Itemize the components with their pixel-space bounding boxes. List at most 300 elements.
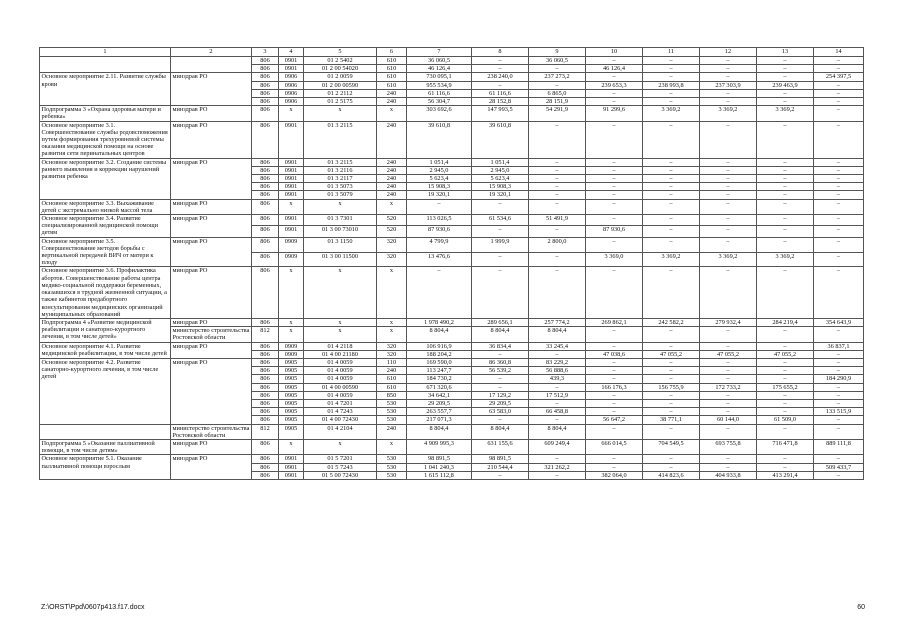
value-cell: х xyxy=(377,106,407,121)
program-name-cell: Основное мероприятие 3.6. Профилактика абортов. Совершенствование работы центра медико-социальной поддержки беременных, оказавшихся в трудной жизненной ситуации, а также кабинетов предабортного консультирования медицинских организаций муниципальных образований xyxy=(40,267,171,318)
value-cell: – xyxy=(472,375,529,383)
value-cell: – xyxy=(643,463,700,471)
value-cell: 01 2 5402 xyxy=(304,57,377,65)
value-cell: – xyxy=(529,226,586,237)
value-cell: 01 4 0059 xyxy=(304,375,377,383)
value-cell: – xyxy=(700,65,757,73)
value-cell: – xyxy=(586,121,643,158)
value-cell: – xyxy=(472,81,529,89)
value-cell: 631 155,6 xyxy=(472,439,529,454)
value-cell: – xyxy=(757,358,814,366)
value-cell: – xyxy=(643,175,700,183)
value-cell: 806 xyxy=(252,57,279,65)
value-cell: – xyxy=(529,166,586,174)
value-cell: – xyxy=(700,73,757,81)
value-cell: – xyxy=(472,226,529,237)
value-cell: 184 730,2 xyxy=(407,375,472,383)
value-cell: 240 xyxy=(377,183,407,191)
value-cell: – xyxy=(643,424,700,439)
value-cell: – xyxy=(529,267,586,318)
value-cell: – xyxy=(643,215,700,226)
value-cell: – xyxy=(814,199,864,214)
value-cell: 520 xyxy=(377,215,407,226)
value-cell: – xyxy=(643,367,700,375)
header-row xyxy=(40,48,864,57)
value-cell: 3 369,2 xyxy=(700,106,757,121)
value-cell: – xyxy=(643,391,700,399)
value-cell: – xyxy=(586,327,643,342)
value-cell: 3 369,2 xyxy=(643,106,700,121)
value-cell: 237 303,9 xyxy=(700,81,757,89)
value-cell: 0901 xyxy=(279,226,304,237)
value-cell: – xyxy=(700,199,757,214)
value-cell: – xyxy=(586,98,643,106)
value-cell: 0905 xyxy=(279,424,304,439)
value-cell: 806 xyxy=(252,158,279,166)
value-cell: 0905 xyxy=(279,416,304,424)
value-cell: – xyxy=(700,183,757,191)
value-cell: 0905 xyxy=(279,399,304,407)
value-cell: – xyxy=(586,267,643,318)
value-cell: – xyxy=(586,73,643,81)
value-cell: – xyxy=(643,57,700,65)
value-cell: 610 xyxy=(377,81,407,89)
value-cell: 0901 xyxy=(279,158,304,166)
value-cell: – xyxy=(757,267,814,318)
value-cell: 806 xyxy=(252,191,279,199)
value-cell: – xyxy=(586,215,643,226)
value-cell: – xyxy=(814,98,864,106)
program-name-cell: Подпрограмма 3 «Охрана здоровья матери и ребенка» xyxy=(40,106,171,121)
value-cell: 01 3 5079 xyxy=(304,191,377,199)
header-cell: 5 xyxy=(304,48,377,57)
value-cell: 01 3 2115 xyxy=(304,121,377,158)
header-cell: 1 xyxy=(40,48,171,57)
value-cell: 0901 xyxy=(279,65,304,73)
value-cell: 15 908,3 xyxy=(472,183,529,191)
table-row xyxy=(40,106,864,121)
value-cell: 217 071,3 xyxy=(407,416,472,424)
value-cell: 806 xyxy=(252,391,279,399)
value-cell: 1 615 112,8 xyxy=(407,471,472,479)
value-cell: – xyxy=(814,65,864,73)
value-cell: 5 623,4 xyxy=(472,175,529,183)
value-cell: – xyxy=(814,226,864,237)
value-cell: – xyxy=(757,98,814,106)
responsible-executor-cell: минздрав РО xyxy=(171,455,252,480)
value-cell: 51 491,9 xyxy=(529,215,586,226)
value-cell: 56 647,2 xyxy=(586,416,643,424)
value-cell: – xyxy=(643,327,700,342)
value-cell: – xyxy=(757,226,814,237)
value-cell: 86 360,8 xyxy=(472,358,529,366)
header-cell: 6 xyxy=(377,48,407,57)
value-cell: – xyxy=(814,89,864,97)
value-cell: 530 xyxy=(377,399,407,407)
value-cell: 01 2 5175 xyxy=(304,98,377,106)
value-cell: 8 804,4 xyxy=(407,424,472,439)
value-cell: – xyxy=(472,383,529,391)
value-cell: – xyxy=(757,166,814,174)
value-cell: 56 539,2 xyxy=(472,367,529,375)
value-cell: – xyxy=(643,191,700,199)
table-row xyxy=(40,424,864,439)
value-cell: 19 320,1 xyxy=(407,191,472,199)
value-cell: 812 xyxy=(252,424,279,439)
header-cell: 14 xyxy=(814,48,864,57)
value-cell: 320 xyxy=(377,342,407,350)
value-cell: 39 610,8 xyxy=(407,121,472,158)
responsible-executor-cell: минздрав РО xyxy=(171,199,252,214)
value-cell: 17 129,2 xyxy=(472,391,529,399)
value-cell: 609 249,4 xyxy=(529,439,586,454)
value-cell: 188 204,2 xyxy=(407,350,472,358)
value-cell: 238 240,0 xyxy=(472,73,529,81)
value-cell: – xyxy=(757,237,814,252)
value-cell: – xyxy=(586,237,643,252)
value-cell: – xyxy=(643,121,700,158)
value-cell: – xyxy=(757,342,814,350)
value-cell: 0901 xyxy=(279,166,304,174)
value-cell: – xyxy=(757,399,814,407)
value-cell: 33 245,4 xyxy=(529,342,586,350)
value-cell: 01 4 00 00590 xyxy=(304,383,377,391)
value-cell: 806 xyxy=(252,215,279,226)
value-cell: х xyxy=(304,199,377,214)
value-cell: 730 095,1 xyxy=(407,73,472,81)
value-cell: 850 xyxy=(377,391,407,399)
value-cell: 530 xyxy=(377,416,407,424)
value-cell: 34 642,1 xyxy=(407,391,472,399)
value-cell: – xyxy=(757,73,814,81)
value-cell: – xyxy=(586,391,643,399)
value-cell: х xyxy=(279,318,304,326)
value-cell: 806 xyxy=(252,350,279,358)
program-name-cell: Основное мероприятие 3.4. Развитие специализированной медицинской помощи детям xyxy=(40,215,171,238)
value-cell: – xyxy=(757,158,814,166)
value-cell: – xyxy=(814,158,864,166)
program-name-cell: Основное мероприятие 3.5. Совершенствование методов борьбы с вертикальной передачей ВИЧ от матери к плоду xyxy=(40,237,171,267)
value-cell: 1 999,9 xyxy=(472,237,529,252)
value-cell: – xyxy=(814,416,864,424)
value-cell: – xyxy=(700,158,757,166)
value-cell: – xyxy=(700,191,757,199)
value-cell: 54 291,9 xyxy=(529,106,586,121)
value-cell: – xyxy=(814,106,864,121)
value-cell: 3 369,2 xyxy=(700,252,757,267)
value-cell: 01 4 7201 xyxy=(304,399,377,407)
value-cell: 46 126,4 xyxy=(586,65,643,73)
value-cell: 8 804,4 xyxy=(472,327,529,342)
value-cell: – xyxy=(529,383,586,391)
value-cell: – xyxy=(643,375,700,383)
value-cell: – xyxy=(643,237,700,252)
value-cell: 240 xyxy=(377,367,407,375)
value-cell: – xyxy=(643,65,700,73)
value-cell: – xyxy=(472,199,529,214)
value-cell: – xyxy=(757,199,814,214)
value-cell: 36 834,4 xyxy=(472,342,529,350)
value-cell: – xyxy=(529,199,586,214)
value-cell: – xyxy=(472,252,529,267)
value-cell: – xyxy=(700,399,757,407)
header-cell: 10 xyxy=(586,48,643,57)
value-cell: 8 804,4 xyxy=(529,424,586,439)
value-cell: 36 060,5 xyxy=(529,57,586,65)
value-cell: 61 534,6 xyxy=(472,215,529,226)
table-row xyxy=(40,237,864,252)
responsible-executor-cell: министерство строительства Ростовской области xyxy=(171,327,252,342)
value-cell: 28 152,8 xyxy=(472,98,529,106)
program-name-cell: Подпрограмма 4 «Развитие медицинской реабилитации и санаторно-курортного лечения, в том числе детей» xyxy=(40,318,171,342)
value-cell: 0909 xyxy=(279,350,304,358)
value-cell: – xyxy=(586,367,643,375)
value-cell: 01 4 2118 xyxy=(304,342,377,350)
value-cell: – xyxy=(643,267,700,318)
value-cell: – xyxy=(643,166,700,174)
value-cell: 806 xyxy=(252,121,279,158)
value-cell: – xyxy=(407,199,472,214)
value-cell: 257 774,2 xyxy=(529,318,586,326)
value-cell: 240 xyxy=(377,191,407,199)
value-cell: 6 865,0 xyxy=(529,89,586,97)
value-cell: 354 643,9 xyxy=(814,318,864,326)
value-cell: 66 458,8 xyxy=(529,408,586,416)
value-cell: 666 014,5 xyxy=(586,439,643,454)
value-cell: 0901 xyxy=(279,215,304,226)
value-cell: – xyxy=(757,408,814,416)
value-cell: 47 038,6 xyxy=(586,350,643,358)
value-cell: 156 755,9 xyxy=(643,383,700,391)
value-cell: 166 176,3 xyxy=(586,383,643,391)
value-cell: 29 209,5 xyxy=(407,399,472,407)
value-cell: 240 xyxy=(377,166,407,174)
value-cell: – xyxy=(700,463,757,471)
value-cell: 61 116,6 xyxy=(472,89,529,97)
value-cell: 87 930,6 xyxy=(407,226,472,237)
value-cell: 0901 xyxy=(279,57,304,65)
value-cell: 704 549,5 xyxy=(643,439,700,454)
value-cell: 01 3 5073 xyxy=(304,183,377,191)
value-cell: 87 930,6 xyxy=(586,226,643,237)
responsible-executor-cell: минздрав РО xyxy=(171,342,252,358)
value-cell: – xyxy=(700,226,757,237)
responsible-executor-cell: минздрав РО xyxy=(171,121,252,158)
value-cell: – xyxy=(529,81,586,89)
value-cell: 98 891,5 xyxy=(407,455,472,463)
value-cell: – xyxy=(757,121,814,158)
value-cell: – xyxy=(814,358,864,366)
table-row xyxy=(40,318,864,326)
value-cell: – xyxy=(700,98,757,106)
value-cell: 01 3 2116 xyxy=(304,166,377,174)
value-cell: 17 512,9 xyxy=(529,391,586,399)
value-cell: 0901 xyxy=(279,471,304,479)
value-cell: 240 xyxy=(377,98,407,106)
value-cell: – xyxy=(586,89,643,97)
program-name-cell: Подпрограмма 5 «Оказание паллиативной помощи, в том числе детям» xyxy=(40,439,171,454)
value-cell: 0901 xyxy=(279,191,304,199)
value-cell: 83 229,2 xyxy=(529,358,586,366)
responsible-executor-cell: минздрав РО xyxy=(171,158,252,199)
value-cell: 36 837,1 xyxy=(814,342,864,350)
value-cell: – xyxy=(757,183,814,191)
value-cell: – xyxy=(586,166,643,174)
header-cell: 8 xyxy=(472,48,529,57)
value-cell: – xyxy=(700,89,757,97)
value-cell: – xyxy=(757,424,814,439)
value-cell: х xyxy=(279,267,304,318)
value-cell: – xyxy=(757,89,814,97)
value-cell: 47 055,2 xyxy=(643,350,700,358)
value-cell: 263 557,7 xyxy=(407,408,472,416)
value-cell: – xyxy=(814,252,864,267)
value-cell: – xyxy=(643,455,700,463)
value-cell: 0906 xyxy=(279,81,304,89)
value-cell: 806 xyxy=(252,237,279,252)
value-cell: 239 653,3 xyxy=(586,81,643,89)
value-cell: – xyxy=(643,158,700,166)
value-cell: 955 534,9 xyxy=(407,81,472,89)
value-cell: 610 xyxy=(377,73,407,81)
value-cell: 671 320,6 xyxy=(407,383,472,391)
program-name-cell: Основное мероприятие 4.1. Развитие медицинской реабилитации, в том числе детей xyxy=(40,342,171,358)
header-cell: 11 xyxy=(643,48,700,57)
value-cell: 610 xyxy=(377,65,407,73)
value-cell: 36 060,5 xyxy=(407,57,472,65)
value-cell: – xyxy=(814,237,864,252)
value-cell: – xyxy=(700,175,757,183)
value-cell: 01 3 2115 xyxy=(304,158,377,166)
value-cell: 01 4 2104 xyxy=(304,424,377,439)
value-cell: 01 3 00 11500 xyxy=(304,252,377,267)
value-cell: – xyxy=(529,455,586,463)
value-cell: 46 126,4 xyxy=(407,65,472,73)
value-cell: 0901 xyxy=(279,175,304,183)
program-name-cell xyxy=(40,57,171,73)
value-cell: – xyxy=(700,391,757,399)
value-cell: 0905 xyxy=(279,358,304,366)
value-cell: – xyxy=(814,350,864,358)
value-cell: 806 xyxy=(252,463,279,471)
value-cell: – xyxy=(814,399,864,407)
value-cell: 01 2 00 00590 xyxy=(304,81,377,89)
program-name-cell: Основное мероприятие 2.11. Развитие службы крови xyxy=(40,73,171,106)
value-cell: 175 655,2 xyxy=(757,383,814,391)
value-cell: 113 247,7 xyxy=(407,367,472,375)
value-cell: – xyxy=(700,57,757,65)
value-cell: – xyxy=(700,342,757,350)
value-cell: 0905 xyxy=(279,375,304,383)
value-cell: 13 476,6 xyxy=(407,252,472,267)
value-cell: – xyxy=(529,350,586,358)
value-cell: – xyxy=(814,383,864,391)
value-cell: х xyxy=(279,439,304,454)
value-cell: 38 771,1 xyxy=(643,416,700,424)
value-cell: 3 369,2 xyxy=(757,252,814,267)
value-cell: – xyxy=(757,455,814,463)
value-cell: 806 xyxy=(252,226,279,237)
value-cell: 28 151,9 xyxy=(529,98,586,106)
value-cell: – xyxy=(529,175,586,183)
header-cell: 7 xyxy=(407,48,472,57)
table-row xyxy=(40,57,864,65)
value-cell: 0901 xyxy=(279,463,304,471)
program-name-cell: Основное мероприятие 5.1. Оказание паллиативной помощи взрослым xyxy=(40,455,171,480)
value-cell: – xyxy=(472,267,529,318)
value-cell: 15 908,3 xyxy=(407,183,472,191)
value-cell: – xyxy=(586,399,643,407)
table-row xyxy=(40,439,864,454)
value-cell: 01 4 00 21180 xyxy=(304,350,377,358)
value-cell: 240 xyxy=(377,121,407,158)
value-cell: 414 823,6 xyxy=(643,471,700,479)
value-cell: 1 051,4 xyxy=(407,158,472,166)
value-cell: – xyxy=(757,375,814,383)
value-cell: – xyxy=(529,471,586,479)
value-cell: х xyxy=(304,318,377,326)
value-cell: – xyxy=(643,408,700,416)
value-cell: – xyxy=(757,57,814,65)
value-cell: – xyxy=(472,471,529,479)
value-cell: – xyxy=(700,455,757,463)
value-cell: 806 xyxy=(252,367,279,375)
value-cell: 01 2 00 54020 xyxy=(304,65,377,73)
value-cell: 889 111,8 xyxy=(814,439,864,454)
value-cell: 806 xyxy=(252,455,279,463)
value-cell: 01 2 2112 xyxy=(304,89,377,97)
value-cell: 8 804,4 xyxy=(529,327,586,342)
value-cell: – xyxy=(757,327,814,342)
value-cell: – xyxy=(700,121,757,158)
value-cell: 239 463,9 xyxy=(757,81,814,89)
value-cell: – xyxy=(814,183,864,191)
value-cell: 19 320,1 xyxy=(472,191,529,199)
value-cell: 63 583,0 xyxy=(472,408,529,416)
value-cell: 0905 xyxy=(279,408,304,416)
value-cell: 01 4 7243 xyxy=(304,408,377,416)
value-cell: – xyxy=(700,237,757,252)
value-cell: х xyxy=(377,327,407,342)
responsible-executor-cell: министерство строительства Ростовской области xyxy=(171,424,252,439)
value-cell: 806 xyxy=(252,358,279,366)
value-cell: – xyxy=(700,408,757,416)
table-row xyxy=(40,73,864,81)
value-cell: – xyxy=(529,183,586,191)
value-cell: 0909 xyxy=(279,237,304,252)
value-cell: 3 369,2 xyxy=(757,106,814,121)
value-cell: – xyxy=(814,424,864,439)
value-cell: 806 xyxy=(252,439,279,454)
value-cell: 01 2 0059 xyxy=(304,73,377,81)
value-cell: – xyxy=(643,199,700,214)
header-cell: 4 xyxy=(279,48,304,57)
value-cell: 806 xyxy=(252,73,279,81)
table-row xyxy=(40,358,864,366)
value-cell: 806 xyxy=(252,166,279,174)
value-cell: – xyxy=(586,191,643,199)
value-cell: 320 xyxy=(377,237,407,252)
value-cell: 91 299,6 xyxy=(586,106,643,121)
value-cell: 610 xyxy=(377,57,407,65)
value-cell: 530 xyxy=(377,471,407,479)
page-number: 60 xyxy=(857,604,865,611)
value-cell: 3 369,2 xyxy=(643,252,700,267)
value-cell: – xyxy=(643,89,700,97)
value-cell: – xyxy=(814,191,864,199)
value-cell: 2 800,0 xyxy=(529,237,586,252)
value-cell: 404 933,8 xyxy=(700,471,757,479)
